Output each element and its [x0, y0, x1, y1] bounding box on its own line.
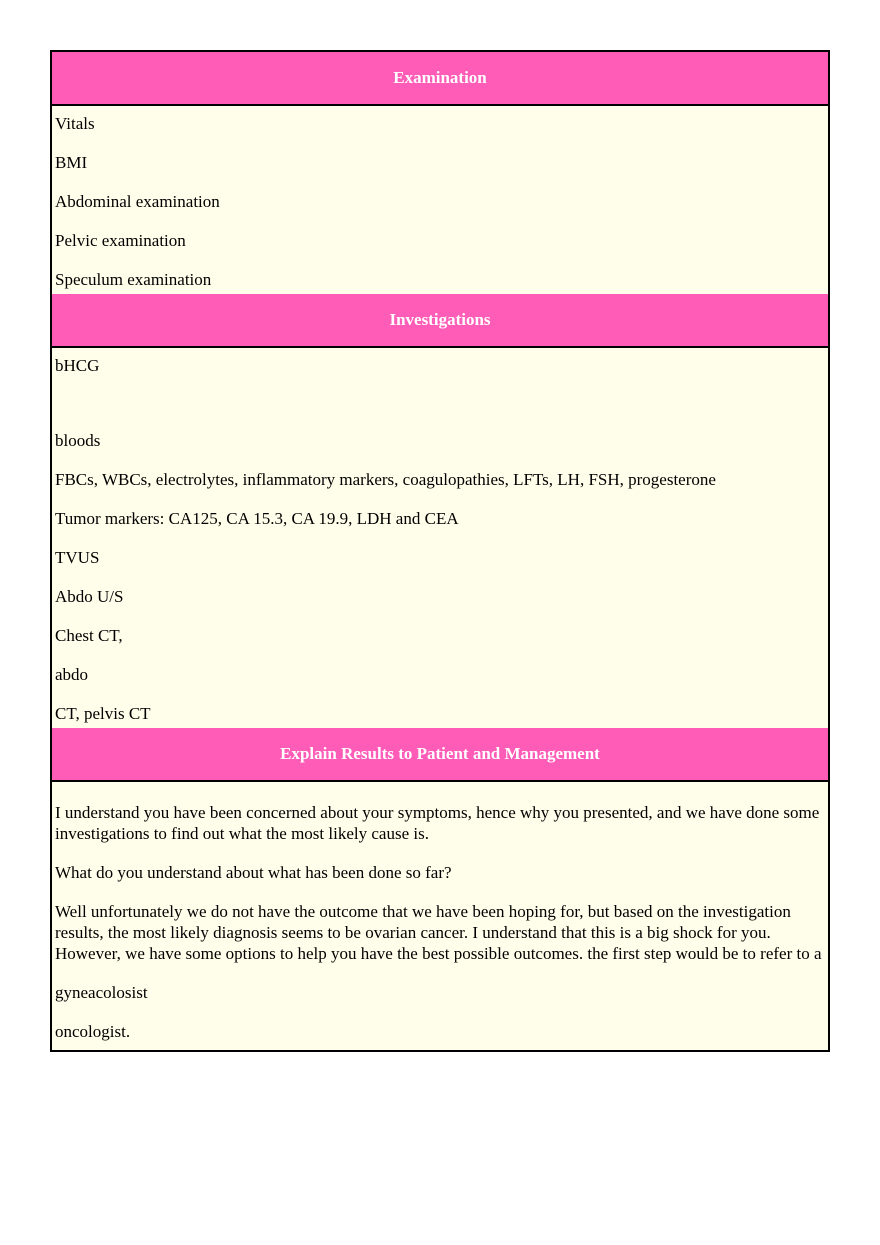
list-item: CT, pelvis CT: [55, 704, 151, 723]
section-title: Investigations: [389, 310, 491, 329]
section-header-explain-results: [52, 728, 828, 782]
section-title: Explain Results to Patient and Management: [280, 744, 600, 763]
list-item: BMI: [55, 153, 88, 172]
section-body-investigations: [52, 348, 828, 728]
list-item: Pelvic examination: [55, 231, 186, 250]
paragraph: oncologist.: [55, 1022, 131, 1041]
notes-table: [50, 50, 830, 1052]
paragraph: I understand you have been concerned about your symptoms, hence why you presented, and we have done some investigations to find out what the most likely cause is.: [55, 803, 820, 843]
section-title: Examination: [393, 68, 487, 87]
explain-results-section: [52, 728, 828, 1050]
list-item: Speculum examination: [55, 270, 212, 289]
list-item: Vitals: [55, 114, 95, 133]
section-body-examination: [52, 106, 828, 294]
list-item: bloods: [55, 431, 101, 450]
paragraph: gyneacolosist: [55, 983, 148, 1002]
list-item: Abdominal examination: [55, 192, 220, 211]
list-item: TVUS: [55, 548, 100, 567]
section-header-investigations: [52, 294, 828, 348]
examination-section: [52, 52, 828, 294]
paragraph: Well unfortunately we do not have the outcome that we have been hoping for, but based on the investigation results, the most likely diagnosis seems to be ovarian cancer. I understand that this is a big shock for you. However, we have some options to help you have the best possible outcomes. the first step would be to refer to a: [55, 902, 822, 963]
section-body-explain-results: [52, 782, 828, 1050]
list-item: FBCs, WBCs, electrolytes, inflammatory markers, coagulopathies, LFTs, LH, FSH, progesterone: [55, 470, 716, 489]
list-item: bHCG: [55, 356, 100, 375]
list-item: Chest CT,: [55, 626, 123, 645]
blank-line: [55, 394, 824, 430]
paragraph: What do you understand about what has been done so far?: [55, 863, 452, 882]
list-item: abdo: [55, 665, 89, 684]
list-item: Tumor markers: CA125, CA 15.3, CA 19.9, LDH and CEA: [55, 509, 459, 528]
investigations-section: [52, 294, 828, 728]
list-item: Abdo U/S: [55, 587, 124, 606]
section-header-examination: [52, 52, 828, 106]
